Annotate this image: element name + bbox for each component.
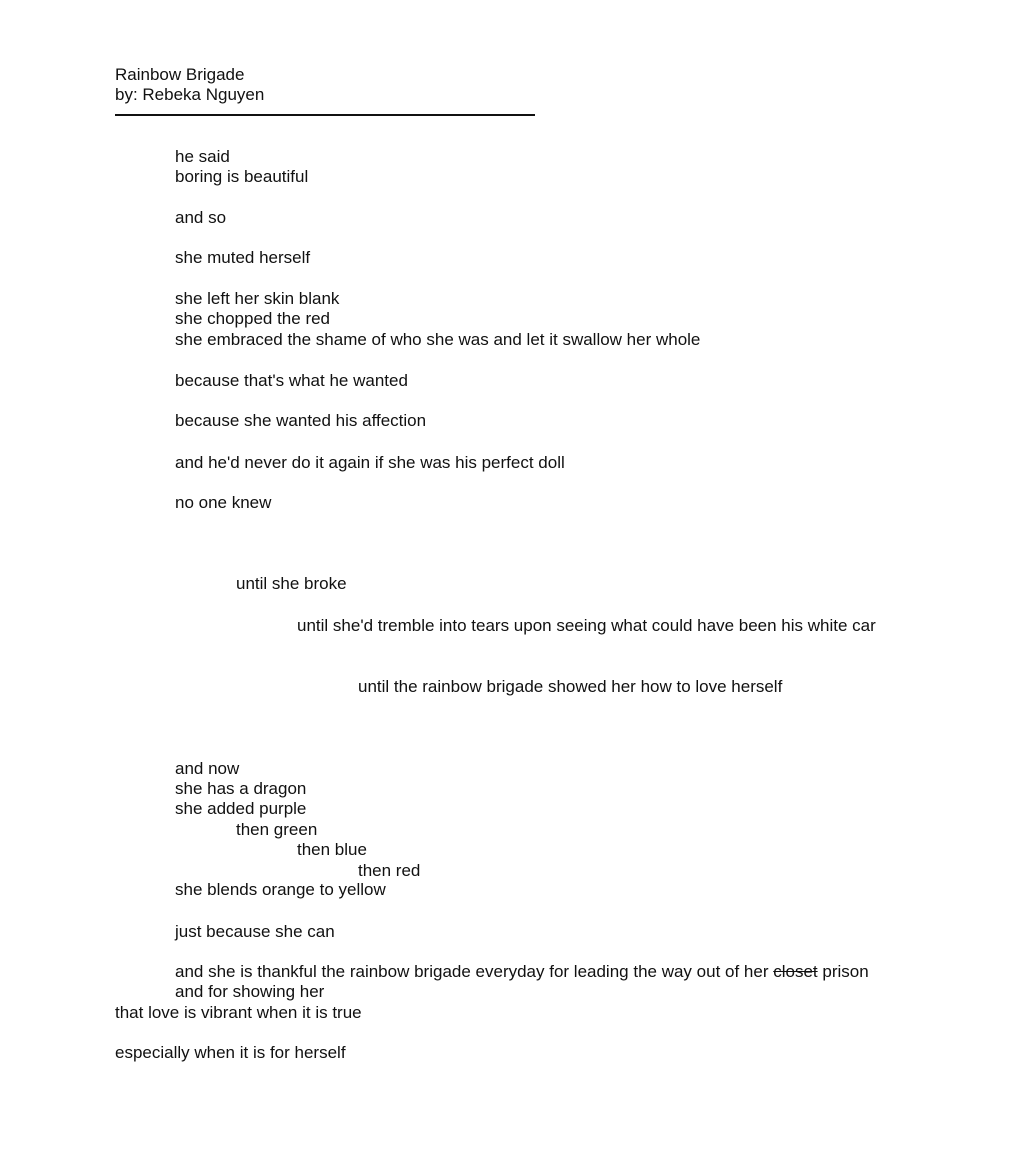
poem-line: she muted herself [175,248,311,267]
poem-author: by: Rebeka Nguyen [115,85,265,104]
poem-line: she left her skin blank [175,289,340,308]
poem-line: that love is vibrant when it is true [115,1003,362,1022]
poem-line: just because she can [175,922,335,941]
poem-line: then red [358,861,421,880]
poem-line: she embraced the shame of who she was and let it swallow her whole [175,330,701,349]
poem-title: Rainbow Brigade [115,65,245,84]
poem-line: then green [236,820,318,839]
poem-line: and for showing her [175,982,325,1001]
poem-line: boring is beautiful [175,167,309,186]
poem-line: no one knew [175,493,272,512]
poem-line: because she wanted his affection [175,411,427,430]
poem-line: then blue [297,840,367,859]
poem-line: until she broke [236,574,347,593]
poem-line-text: prison [817,962,869,981]
poem-line: until she'd tremble into tears upon seeing what could have been his white car [297,616,876,635]
poem-line: and now [175,759,240,778]
poem-line: and so [175,208,227,227]
poem-line: she blends orange to yellow [175,880,386,899]
poem-line: and he'd never do it again if she was his perfect doll [175,453,565,472]
poem-line: she chopped the red [175,309,331,328]
poem-line: until the rainbow brigade showed her how to love herself [358,677,783,696]
poem-line: he said [175,147,230,166]
poem-line: because that's what he wanted [175,371,408,390]
header-divider [115,114,535,116]
poem-line: she added purple [175,799,307,818]
poem-line-text: and she is thankful the rainbow brigade everyday for leading the way out of her [175,962,774,981]
poem-line: especially when it is for herself [115,1043,346,1062]
poem-line: she has a dragon [175,779,307,798]
struck-word: closet [773,962,818,981]
poem-line [175,962,869,982]
